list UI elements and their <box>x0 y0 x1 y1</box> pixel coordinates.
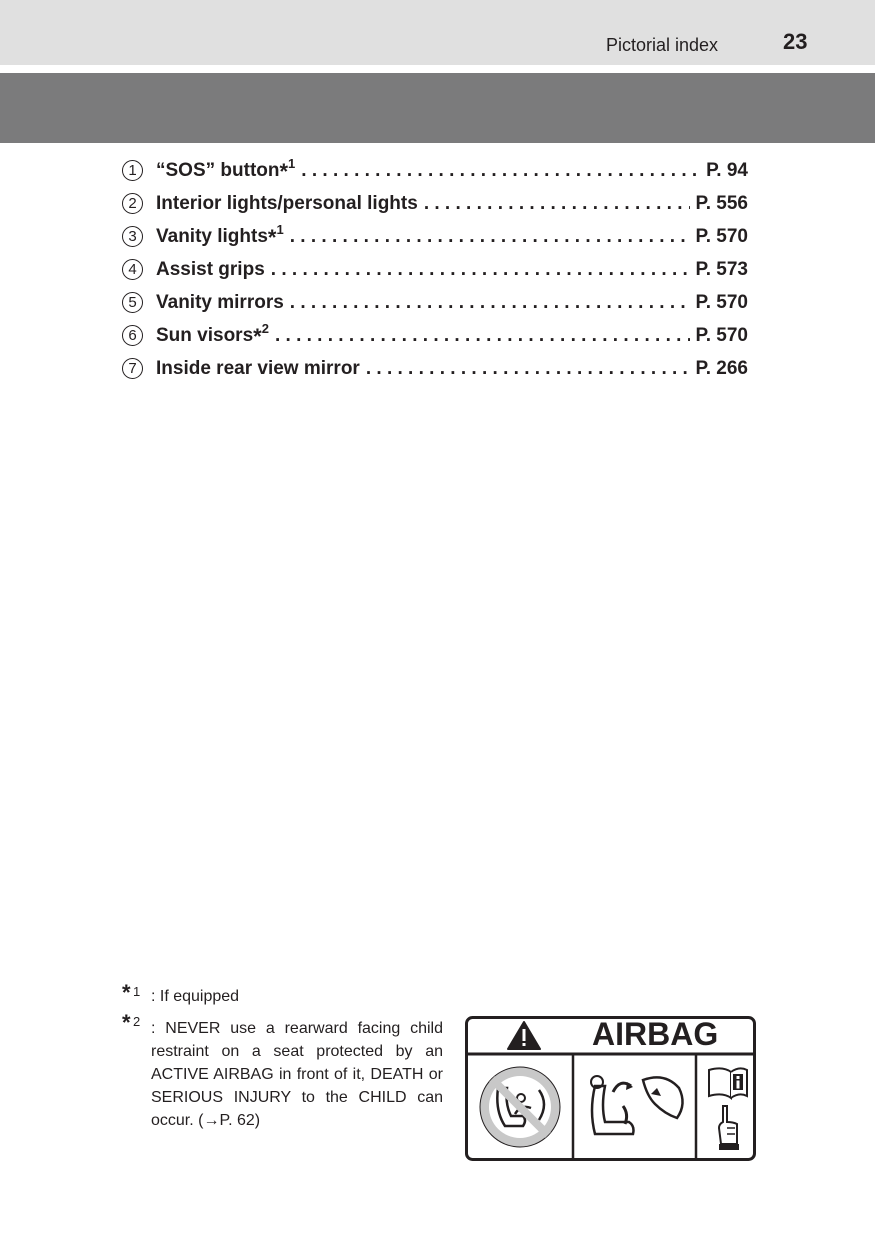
page-reference-link[interactable]: P. 556 <box>695 192 748 214</box>
page-reference-link[interactable]: P. 570 <box>695 291 748 313</box>
dot-leader <box>290 292 690 314</box>
list-item[interactable] <box>122 187 748 220</box>
dot-leader <box>271 259 690 281</box>
page-number: 23 <box>783 29 808 54</box>
section-bar <box>0 73 875 143</box>
list-item[interactable] <box>122 286 748 319</box>
list-item[interactable] <box>122 220 748 253</box>
dot-leader <box>301 160 700 182</box>
item-label: Assist grips <box>156 258 265 280</box>
dot-leader <box>290 226 690 248</box>
dot-leader <box>275 325 690 347</box>
page-reference-link[interactable]: P. 266 <box>695 357 748 379</box>
footnote-number: 1 <box>133 984 141 999</box>
item-label: Vanity mirrors <box>156 291 284 313</box>
list-item[interactable] <box>122 253 748 286</box>
list-item[interactable] <box>122 319 748 352</box>
section-name: Pictorial index <box>605 35 718 55</box>
airbag-warning-label <box>465 1016 756 1161</box>
dot-leader <box>424 193 690 215</box>
item-label: Vanity lights*$^1$ <box>156 221 284 250</box>
footnote-star: * <box>122 1010 131 1035</box>
item-number-circle: 7 <box>122 358 143 379</box>
page-reference-link[interactable]: P. 570 <box>695 324 748 346</box>
footnote-number: 2 <box>133 1014 141 1029</box>
item-label: “SOS” button*$^1$ <box>156 155 296 184</box>
page-reference-link[interactable]: P. 570 <box>695 225 748 247</box>
item-number-circle: 2 <box>122 193 143 214</box>
no-rear-facing-child-seat-icon <box>480 1067 560 1147</box>
manual-info-icon <box>709 1068 747 1098</box>
footnote-star: * <box>122 980 131 1005</box>
dot-leader <box>366 358 690 380</box>
item-number-circle: 3 <box>122 226 143 247</box>
footnote-text: : NEVER use a rearward facing child restraint on a seat protected by an ACTIVE AIRBAG in front of it, DEATH or SERIOUS INJURY to the CHILD can occur. (→P. 62) <box>151 1020 443 1129</box>
page-reference-link[interactable]: P. 94 <box>706 159 748 181</box>
header-band <box>0 0 875 65</box>
item-number-circle: 6 <box>122 325 143 346</box>
footnote-text: : If equipped <box>151 988 240 1005</box>
item-label: Interior lights/personal lights <box>156 192 418 214</box>
item-label: Inside rear view mirror <box>156 357 360 379</box>
item-number-circle: 4 <box>122 259 143 280</box>
item-number-circle: 1 <box>122 160 143 181</box>
pictorial-index-list <box>122 154 748 385</box>
list-item[interactable] <box>122 154 748 187</box>
airbag-title: AIRBAG <box>592 1016 719 1052</box>
item-label: Sun visors*$^2$ <box>156 320 269 349</box>
page-reference-link[interactable]: P. 573 <box>695 258 748 280</box>
list-item[interactable] <box>122 352 748 385</box>
header-divider <box>0 65 875 67</box>
item-number-circle: 5 <box>122 292 143 313</box>
